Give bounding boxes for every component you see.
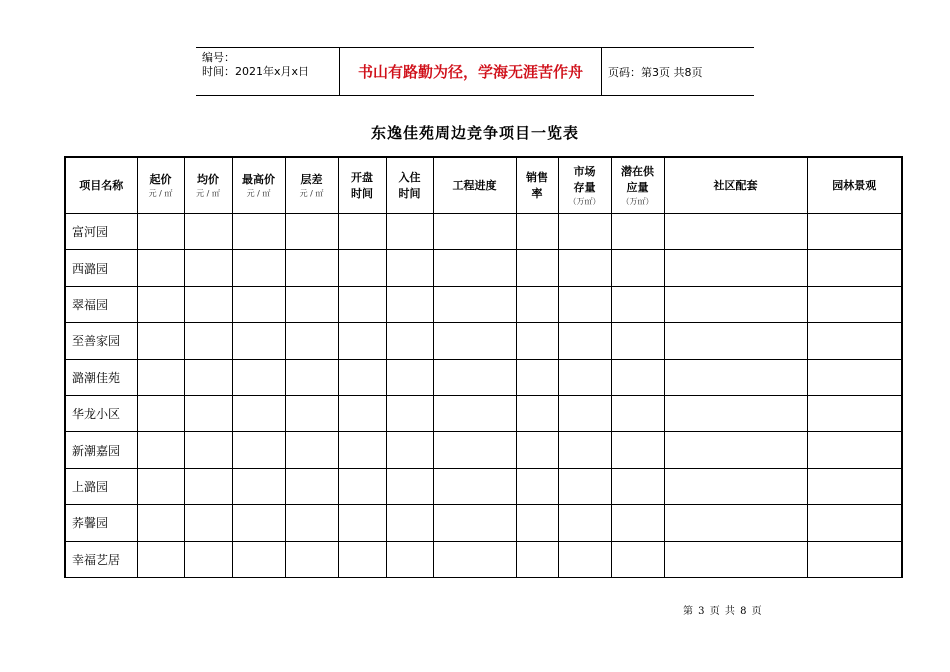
empty-cell (664, 468, 807, 504)
empty-cell (807, 541, 902, 577)
empty-cell (558, 214, 611, 250)
empty-cell (433, 359, 516, 395)
project-name-cell: 新潮嘉园 (65, 432, 137, 468)
empty-cell (285, 323, 338, 359)
empty-cell (285, 541, 338, 577)
empty-cell (338, 468, 386, 504)
empty-cell (807, 323, 902, 359)
empty-cell (285, 395, 338, 431)
column-header (184, 157, 232, 214)
empty-cell (285, 250, 338, 286)
table-row (65, 541, 902, 577)
empty-cell (664, 395, 807, 431)
column-header-label: 开盘时间 (351, 170, 373, 200)
page-code: 页码：第3页 共8页 (608, 65, 703, 79)
empty-cell (386, 468, 433, 504)
column-header-label: 市场存量 (573, 164, 596, 194)
column-header (516, 157, 558, 214)
empty-cell (516, 359, 558, 395)
column-header (558, 157, 611, 214)
empty-cell (137, 250, 184, 286)
empty-cell (611, 323, 664, 359)
empty-cell (338, 432, 386, 468)
empty-cell (232, 505, 285, 541)
empty-cell (611, 432, 664, 468)
empty-cell (137, 432, 184, 468)
empty-cell (558, 468, 611, 504)
empty-cell (137, 541, 184, 577)
empty-cell (664, 250, 807, 286)
empty-cell (386, 250, 433, 286)
empty-cell (611, 505, 664, 541)
empty-cell (516, 250, 558, 286)
empty-cell (433, 505, 516, 541)
empty-cell (433, 468, 516, 504)
empty-cell (184, 214, 232, 250)
empty-cell (285, 468, 338, 504)
empty-cell (433, 395, 516, 431)
column-header (285, 157, 338, 214)
empty-cell (232, 323, 285, 359)
project-name-cell: 荞馨园 (65, 505, 137, 541)
column-header-unit: 元 / ㎡ (148, 188, 173, 198)
empty-cell (232, 286, 285, 322)
project-name-cell: 翠福园 (65, 286, 137, 322)
empty-cell (137, 214, 184, 250)
empty-cell (516, 214, 558, 250)
table-row (65, 323, 902, 359)
empty-cell (137, 395, 184, 431)
table-header-row (65, 157, 902, 214)
empty-cell (807, 468, 902, 504)
empty-cell (664, 323, 807, 359)
table-row (65, 432, 902, 468)
table-row (65, 505, 902, 541)
column-header (232, 157, 285, 214)
empty-cell (433, 541, 516, 577)
empty-cell (285, 214, 338, 250)
empty-cell (611, 541, 664, 577)
motto: 书山有路勤为径，学海无涯苦作舟 (339, 48, 602, 95)
empty-cell (807, 432, 902, 468)
project-name-cell: 富河园 (65, 214, 137, 250)
column-header-label: 园林景观 (832, 178, 877, 192)
empty-cell (433, 286, 516, 322)
empty-cell (338, 214, 386, 250)
empty-cell (232, 395, 285, 431)
empty-cell (611, 214, 664, 250)
empty-cell (664, 286, 807, 322)
empty-cell (611, 395, 664, 431)
project-name-cell: 幸福艺居 (65, 541, 137, 577)
empty-cell (184, 250, 232, 286)
empty-cell (386, 323, 433, 359)
empty-cell (285, 359, 338, 395)
table-body (65, 214, 902, 578)
table-row (65, 395, 902, 431)
empty-cell (137, 359, 184, 395)
empty-cell (184, 541, 232, 577)
empty-cell (338, 323, 386, 359)
empty-cell (611, 250, 664, 286)
column-header-label: 项目名称 (79, 178, 124, 192)
table-row (65, 359, 902, 395)
empty-cell (807, 214, 902, 250)
empty-cell (137, 323, 184, 359)
empty-cell (664, 359, 807, 395)
empty-cell (386, 359, 433, 395)
empty-cell (664, 214, 807, 250)
empty-cell (184, 432, 232, 468)
column-header (65, 157, 137, 214)
empty-cell (664, 432, 807, 468)
empty-cell (184, 468, 232, 504)
column-header-unit: （万㎡） (568, 196, 601, 206)
empty-cell (611, 468, 664, 504)
empty-cell (137, 505, 184, 541)
empty-cell (664, 505, 807, 541)
empty-cell (558, 541, 611, 577)
empty-cell (558, 505, 611, 541)
number-label: 编号： (202, 51, 235, 64)
empty-cell (807, 250, 902, 286)
column-header (137, 157, 184, 214)
column-header-label: 起价 (149, 172, 172, 186)
empty-cell (558, 395, 611, 431)
empty-cell (516, 505, 558, 541)
column-header-unit: 元 / ㎡ (246, 188, 271, 198)
empty-cell (611, 286, 664, 322)
empty-cell (184, 323, 232, 359)
empty-cell (516, 323, 558, 359)
column-header (611, 157, 664, 214)
column-header (664, 157, 807, 214)
empty-cell (137, 286, 184, 322)
empty-cell (232, 541, 285, 577)
column-header-unit: 元 / ㎡ (299, 188, 324, 198)
empty-cell (433, 432, 516, 468)
empty-cell (611, 359, 664, 395)
empty-cell (285, 286, 338, 322)
empty-cell (338, 250, 386, 286)
empty-cell (433, 323, 516, 359)
empty-cell (338, 541, 386, 577)
empty-cell (386, 395, 433, 431)
empty-cell (433, 214, 516, 250)
column-header (807, 157, 902, 214)
empty-cell (558, 323, 611, 359)
column-header-label: 销售率 (526, 170, 548, 200)
empty-cell (807, 395, 902, 431)
column-header (433, 157, 516, 214)
empty-cell (516, 395, 558, 431)
empty-cell (516, 432, 558, 468)
page-footer: 第 3 页 共 8 页 (683, 606, 763, 617)
column-header-label: 社区配套 (713, 178, 758, 192)
empty-cell (338, 286, 386, 322)
empty-cell (386, 286, 433, 322)
competitor-table (64, 156, 903, 578)
header-info (196, 48, 339, 95)
column-header (386, 157, 433, 214)
empty-cell (184, 395, 232, 431)
empty-cell (516, 468, 558, 504)
empty-cell (558, 432, 611, 468)
empty-cell (232, 250, 285, 286)
empty-cell (184, 286, 232, 322)
empty-cell (433, 250, 516, 286)
empty-cell (807, 286, 902, 322)
empty-cell (338, 359, 386, 395)
project-name-cell: 至善家园 (65, 323, 137, 359)
project-name-cell: 华龙小区 (65, 395, 137, 431)
column-header-label: 潜在供应量 (621, 164, 654, 194)
empty-cell (184, 359, 232, 395)
column-header-label: 最高价 (242, 172, 275, 186)
empty-cell (285, 432, 338, 468)
table-row (65, 250, 902, 286)
empty-cell (807, 359, 902, 395)
empty-cell (137, 468, 184, 504)
project-name-cell: 西潞园 (65, 250, 137, 286)
empty-cell (338, 395, 386, 431)
empty-cell (386, 505, 433, 541)
column-header-unit: （万㎡） (621, 196, 654, 206)
empty-cell (338, 505, 386, 541)
empty-cell (232, 468, 285, 504)
table-row (65, 468, 902, 504)
project-name-cell: 潞潮佳苑 (65, 359, 137, 395)
project-name-cell: 上潞园 (65, 468, 137, 504)
page-header (196, 47, 754, 96)
empty-cell (664, 541, 807, 577)
column-header (338, 157, 386, 214)
empty-cell (558, 286, 611, 322)
column-header-unit: 元 / ㎡ (196, 188, 220, 198)
table-row (65, 286, 902, 322)
empty-cell (285, 505, 338, 541)
column-header-label: 工程进度 (452, 178, 497, 192)
column-header-label: 层差 (300, 172, 323, 186)
document-title: 东逸佳苑周边竞争项目一览表 (370, 124, 579, 142)
empty-cell (386, 214, 433, 250)
empty-cell (386, 541, 433, 577)
empty-cell (558, 359, 611, 395)
date-label: 时间：2021年x月x日 (202, 65, 310, 78)
empty-cell (232, 359, 285, 395)
table-row (65, 214, 902, 250)
empty-cell (232, 432, 285, 468)
empty-cell (516, 286, 558, 322)
column-header-label: 入住时间 (398, 170, 421, 200)
empty-cell (516, 541, 558, 577)
empty-cell (558, 250, 611, 286)
empty-cell (386, 432, 433, 468)
empty-cell (232, 214, 285, 250)
column-header-label: 均价 (197, 172, 219, 186)
empty-cell (184, 505, 232, 541)
empty-cell (807, 505, 902, 541)
